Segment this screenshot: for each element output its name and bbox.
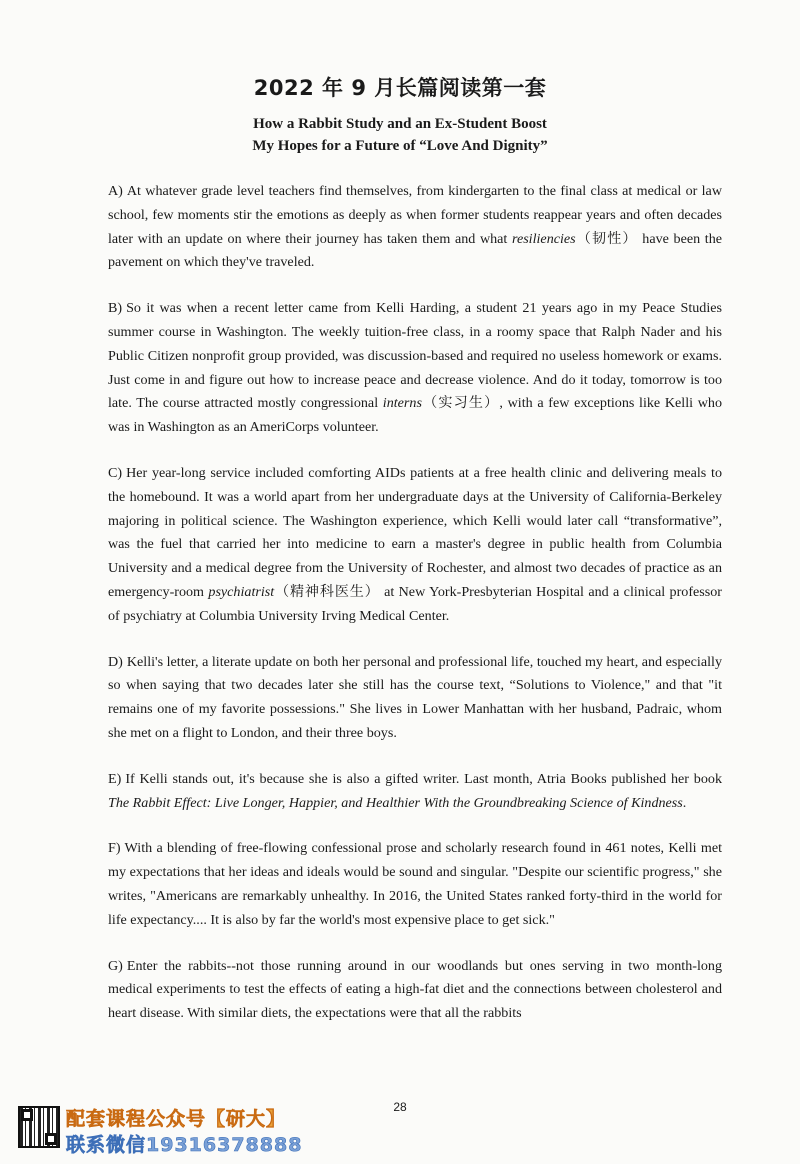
emphasis-term: interns — [382, 395, 422, 412]
paragraph-e — [108, 768, 722, 816]
paragraph-text: （韧性） have been the pavement on which they've traveled. — [108, 230, 722, 271]
paragraph-text: With a blending of free-flowing confessional prose and scholarly research found in 461 notes, Kelli met my expectations that her ideas and ideals would be sound and singular. "Despite our scientific progress," she writes, "Americans are remarkably unhealthy. In 2016, the United States ranked forty-third in the world for life expectancy.... It is also by far the world's most expensive place to get sick." — [108, 840, 722, 928]
paragraph-c — [108, 462, 722, 629]
paragraph-label: D) — [108, 653, 123, 670]
article-body — [108, 180, 722, 1048]
article-title-line-1: How a Rabbit Study and an Ex-Student Boost — [253, 116, 547, 132]
page-title: 2022 年 9 月长篇阅读第一套 — [253, 76, 547, 100]
paragraph-text: （实习生）, with a few exceptions like Kelli who was in Washington as an AmeriCorps volunteer. — [108, 395, 722, 436]
paragraph-text: （精神科医生） at New York-Presbyterian Hospital and a clinical professor of psychiatry at Columbia University Irving Medical Center. — [108, 583, 722, 624]
watermark-line-2: 联系微信19316378888 — [66, 1134, 303, 1156]
paragraph-d — [108, 651, 722, 746]
paragraph-text: Enter the rabbits--not those running around in our woodlands but ones serving in two month-long medical experiments to test the effects of eating a high-fat diet and the connections between cholesterol and heart disease. With similar diets, the expectations were that all the rabbits — [108, 957, 722, 1022]
watermark-banner — [14, 1104, 314, 1156]
qr-code-icon — [18, 1106, 60, 1148]
paragraph-label: A) — [108, 183, 123, 199]
paragraph-label: F) — [108, 840, 121, 857]
paragraph-b — [108, 297, 722, 440]
page-number: 28 — [393, 1100, 407, 1114]
paragraph-text: Kelli's letter, a literate update on both her personal and professional life, touched my heart, and especially so when saying that two decades later she still has the course text, “Solutions to Violence," and that "it remains one of my favorite possessions." She lives in Lower Manhattan with her husband, Padraic, whom she met on a flight to London, and their three boys. — [108, 653, 722, 741]
paragraph-text: . — [682, 794, 687, 811]
paragraph-label: G) — [108, 957, 123, 974]
article-title-line-2: My Hopes for a Future of “Love And Dignity” — [252, 138, 548, 154]
paragraph-text: Her year-long service included comforting AIDs patients at a free health clinic and delivering meals to the homebound. It was a world apart from her undergraduate days at the University of California-Berkeley majoring in political science. The Washington experience, which Kelli would later call “transformative”, was the fuel that carried her into medicine to earn a master's degree in public health from Columbia University and a medical degree from the University of Rochester, and almost two decades of practice as an emergency-room — [108, 464, 722, 600]
paragraph-text: If Kelli stands out, it's because she is also a gifted writer. Last month, Atria Books published her book — [125, 770, 722, 787]
book-title: The Rabbit Effect: Live Longer, Happier, and Healthier With the Groundbreaking Science of Kindness — [108, 794, 683, 811]
paragraph-text: So it was when a recent letter came from Kelli Harding, a student 21 years ago in my Peace Studies summer course in Washington. The weekly tuition-free class, in a roomy space that Ralph Nader and his Public Citizen nonprofit group provided, was discussion-based and required no useless homework or exams. Just come in and figure out how to increase peace and decrease violence. And do it today, tomorrow is too late. The course attracted mostly congressional — [108, 300, 722, 412]
emphasis-term: resiliencies — [511, 230, 576, 247]
paragraph-g — [108, 955, 722, 1026]
paragraph-label: E) — [108, 770, 122, 787]
paragraph-text: At whatever grade level teachers find themselves, from kindergarten to the final class at medical or law school, few moments stir the emotions as deeply as when former students reappear years and often decades later with an update on where their journey has taken them and what — [108, 183, 722, 247]
paragraph-label: C) — [108, 464, 123, 481]
paragraph-a — [108, 180, 722, 275]
article-title — [0, 113, 800, 157]
paragraph-label: B) — [108, 300, 123, 317]
emphasis-term: psychiatrist — [208, 583, 275, 600]
watermark-line-1: 配套课程公众号【研大】 — [66, 1108, 287, 1130]
paragraph-f — [108, 837, 722, 932]
